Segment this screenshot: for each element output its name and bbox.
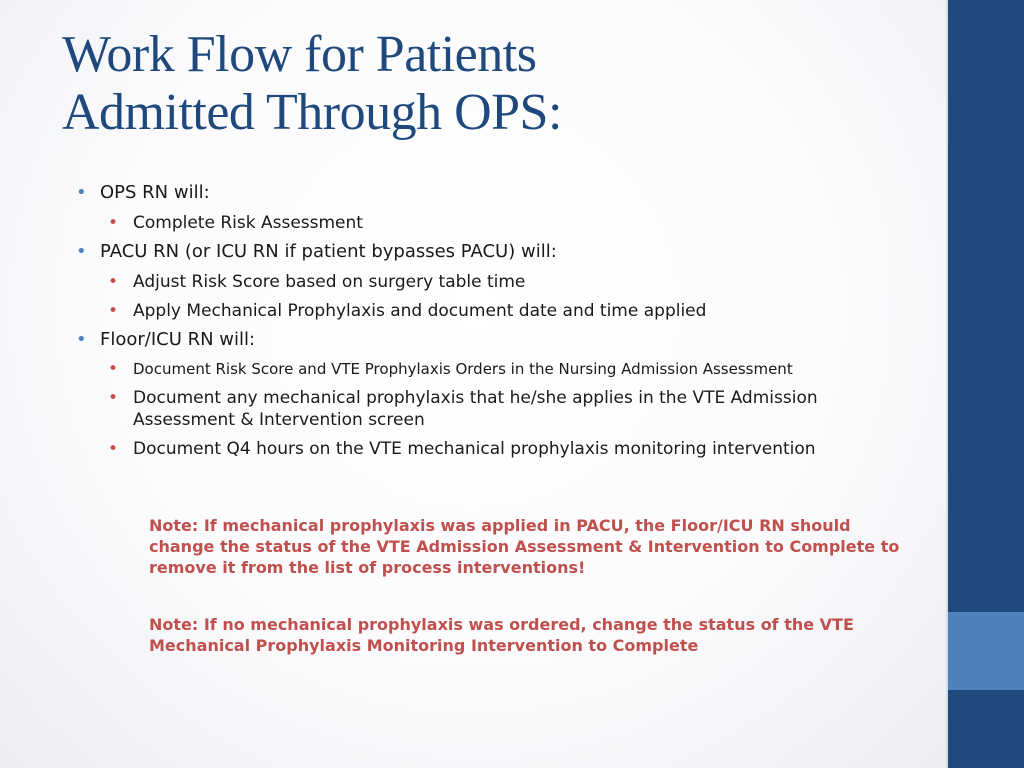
sub-bullet-adjust-risk-score: • Adjust Risk Score based on surgery table time bbox=[108, 271, 906, 293]
bullet-pacu-rn: • PACU RN (or ICU RN if patient bypasses PACU) will: bbox=[76, 241, 906, 263]
sub-bullet-apply-mechanical-prophylaxis: • Apply Mechanical Prophylaxis and document date and time applied bbox=[108, 300, 906, 322]
sub-bullet-document-q4-hours: • Document Q4 hours on the VTE mechanical prophylaxis monitoring intervention bbox=[108, 438, 906, 460]
sub-bullet-document-mechanical-prophylaxis: • Document any mechanical prophylaxis that he/she applies in the VTE Admission Assessment & Intervention screen bbox=[108, 387, 906, 431]
sub-bullet-document-risk-score: • Document Risk Score and VTE Prophylaxis Orders in the Nursing Admission Assessment bbox=[108, 359, 906, 380]
sub-bullet-complete-risk-assessment: • Complete Risk Assessment bbox=[108, 212, 906, 234]
bullet-ops-rn: • OPS RN will: bbox=[76, 182, 906, 204]
bullet-floor-icu-rn: • Floor/ICU RN will: bbox=[76, 329, 906, 351]
slide-title-line-1: Work Flow for Patients bbox=[62, 26, 537, 83]
sidebar-accent-block bbox=[948, 612, 1024, 690]
slide-title bbox=[62, 26, 922, 142]
bullet-list bbox=[76, 182, 906, 467]
slide-title-line-2: Admitted Through OPS: bbox=[62, 84, 562, 141]
note-pacu-applied: Note: If mechanical prophylaxis was applied in PACU, the Floor/ICU RN should change the status of the VTE Admission Assessment & Intervention to Complete to remove it from the list of process interventions! bbox=[149, 516, 900, 577]
note-none-ordered: Note: If no mechanical prophylaxis was ordered, change the status of the VTE Mechanical Prophylaxis Monitoring Intervention to Complete bbox=[149, 615, 854, 655]
